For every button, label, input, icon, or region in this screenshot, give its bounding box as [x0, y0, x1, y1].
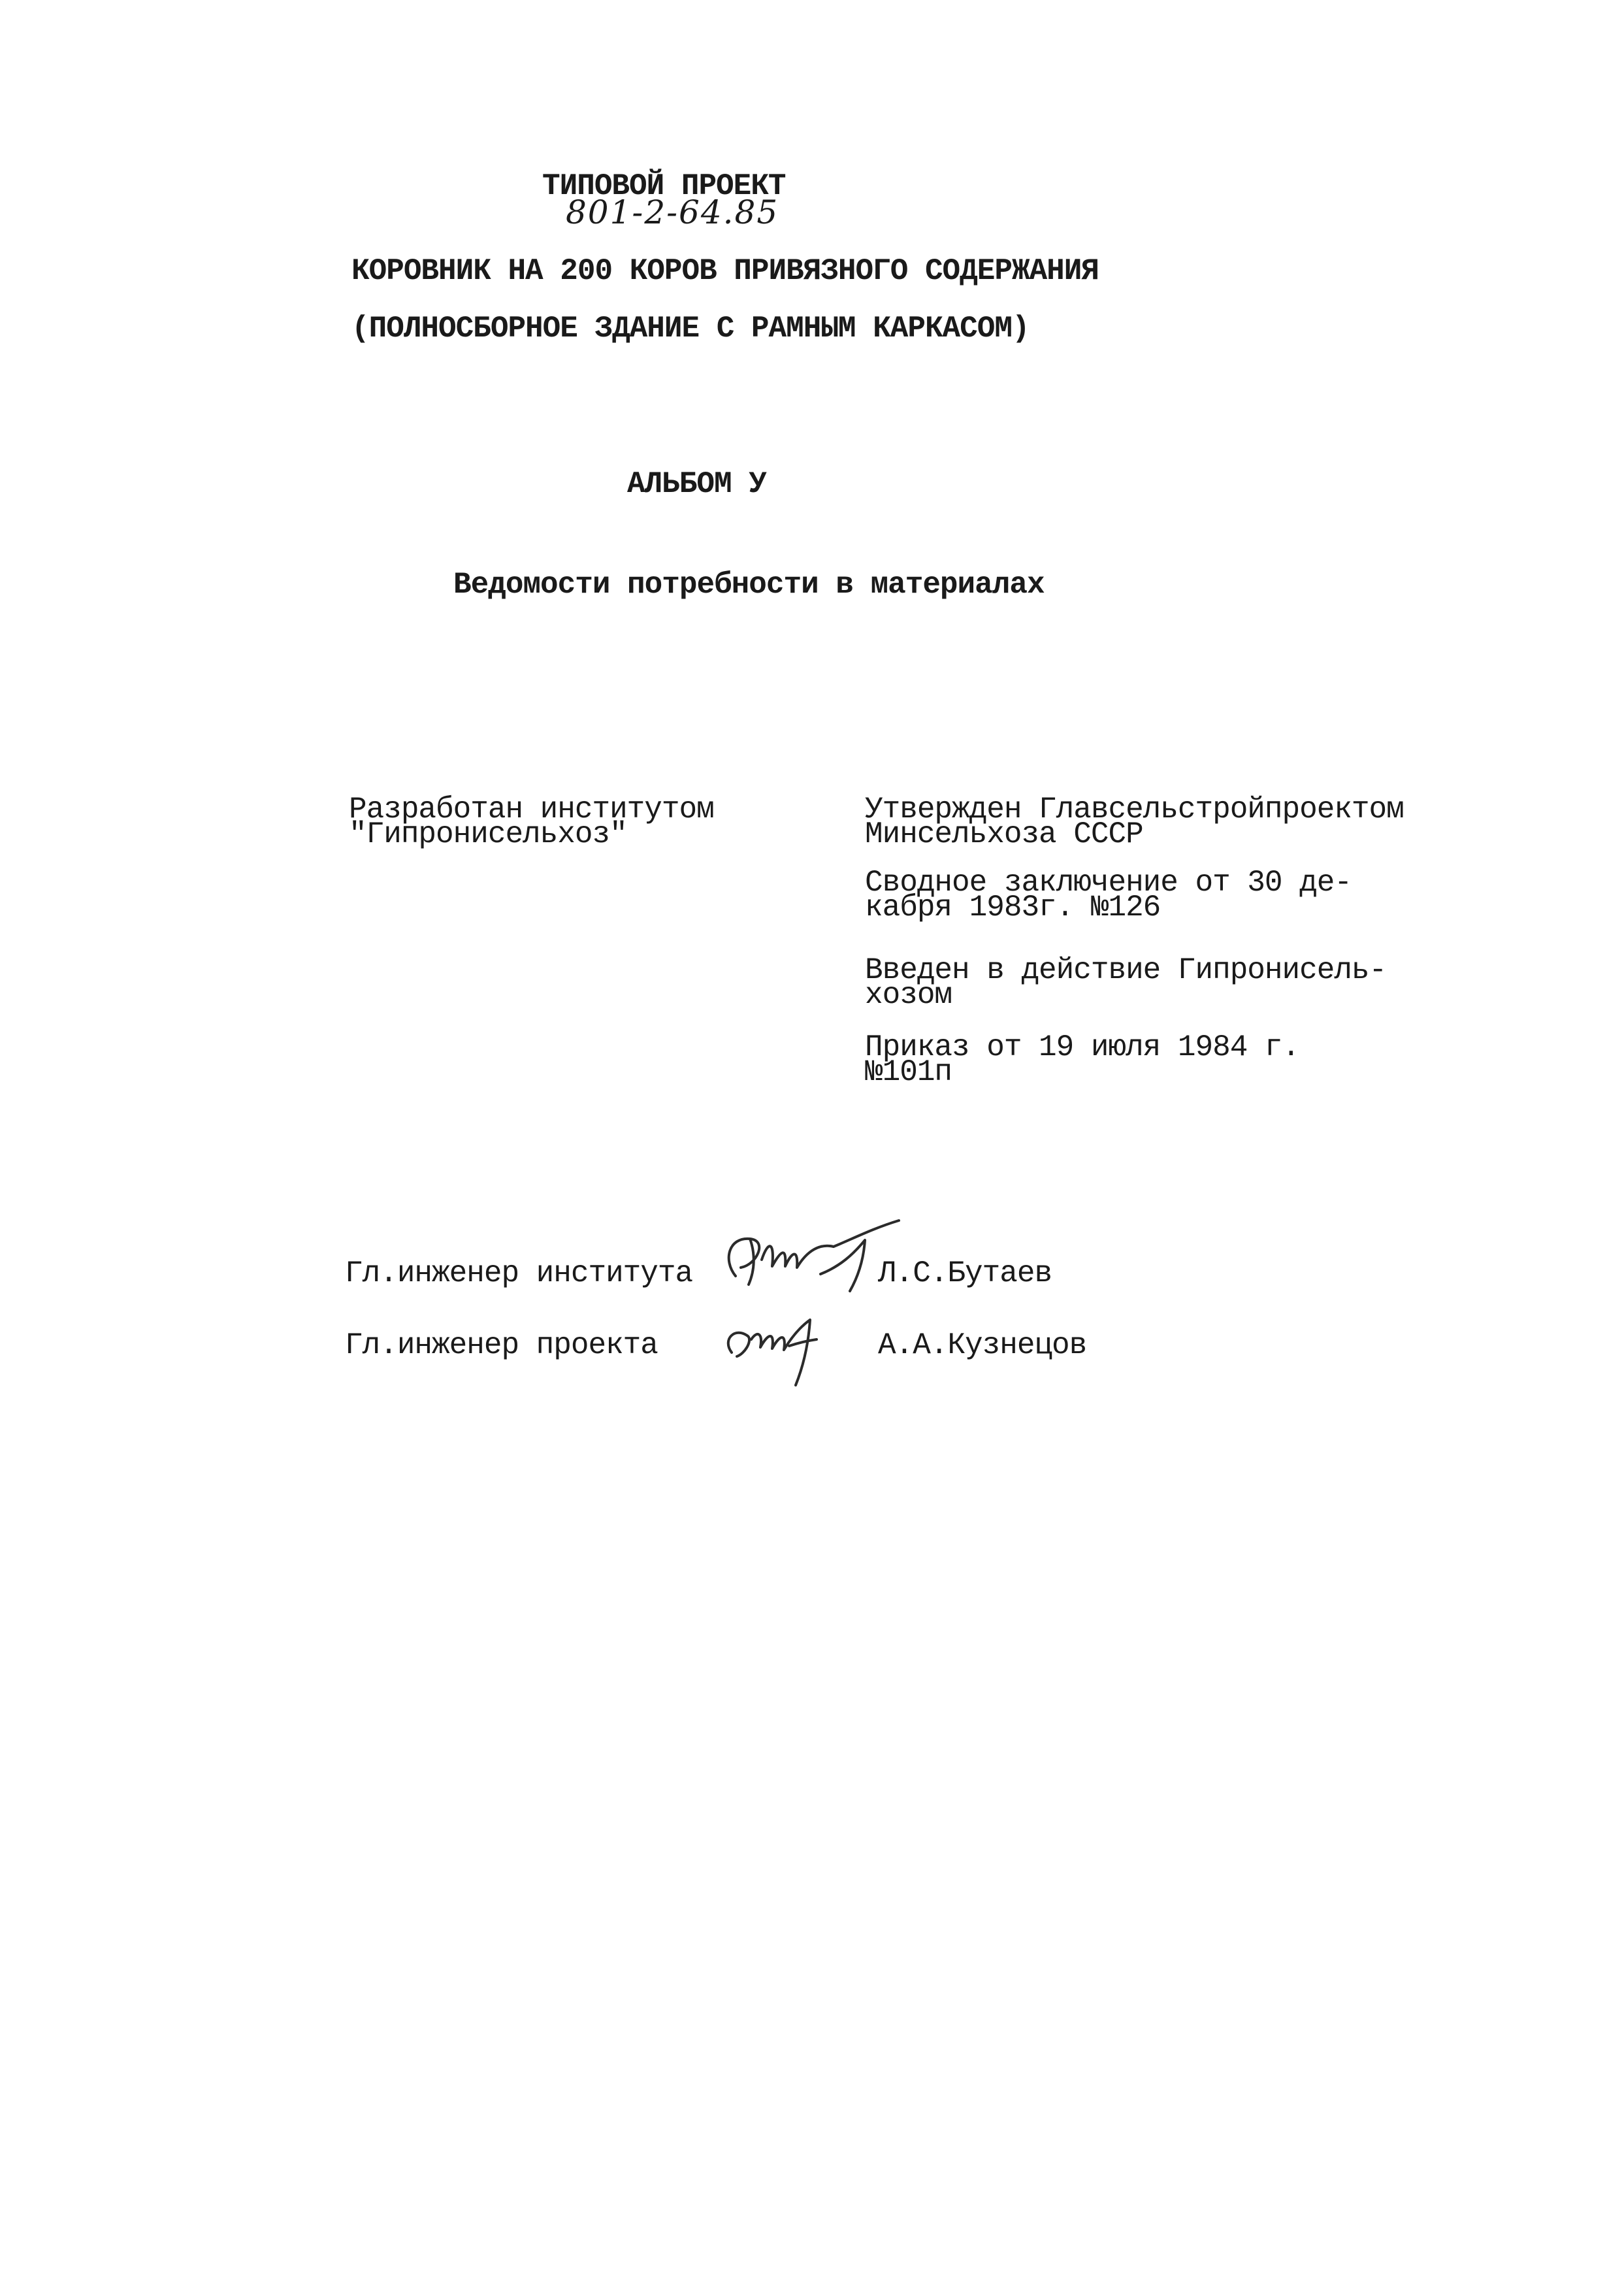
signature-mark-1 — [709, 1214, 905, 1299]
signature-role-2: Гл.инженер проекта — [345, 1328, 658, 1362]
project-type: ТИПОВОЙ ПРОЕКТ — [542, 169, 786, 203]
title-line-2: (ПОЛНОСБОРНОЕ ЗДАНИЕ С РАМНЫМ КАРКАСОМ) — [351, 312, 1030, 346]
signature-name-1: Л.С.Бутаев — [878, 1256, 1052, 1290]
developer-line-1: Разработан институтом — [349, 793, 714, 827]
conclusion-line-1: Сводное заключение от 30 де- — [865, 866, 1352, 900]
introduced-line-2: хозом — [865, 978, 952, 1012]
order-line-1: Приказ от 19 июля 1984 г. — [865, 1030, 1300, 1064]
title-line-1: КОРОВНИК НА 200 КОРОВ ПРИВЯЗНОГО СОДЕРЖАНИЯ — [351, 254, 1099, 288]
signature-mark-2 — [712, 1300, 843, 1392]
introduced-line-1: Введен в действие Гипронисель- — [865, 953, 1387, 987]
approved-line-2: Минсельхоза СССР — [865, 817, 1143, 851]
order-line-2: №101п — [865, 1055, 952, 1089]
album-subtitle: Ведомости потребности в материалах — [453, 568, 1045, 602]
signature-name-2: А.А.Кузнецов — [878, 1328, 1087, 1362]
approved-line-1: Утвержден Главсельстройпроектом — [865, 793, 1404, 827]
album-label: АЛЬБОМ У — [627, 467, 766, 501]
signature-role-1: Гл.инженер института — [345, 1256, 693, 1290]
project-number: 801-2-64.85 — [566, 193, 779, 231]
conclusion-line-2: кабря 1983г. №126 — [865, 891, 1161, 925]
developer-line-2: "Гипронисельхоз" — [349, 817, 627, 851]
